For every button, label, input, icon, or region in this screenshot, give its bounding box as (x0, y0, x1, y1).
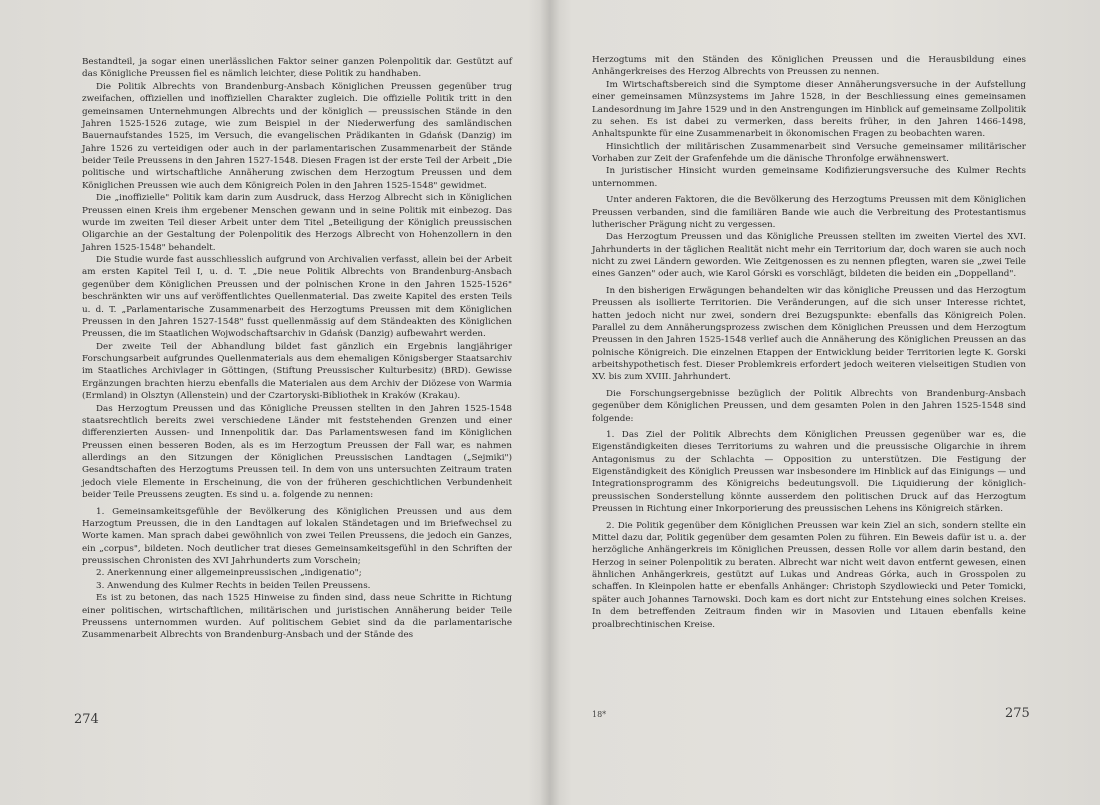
paragraph: 3. Anwendung des Kulmer Rechts in beiden Teilen Preussens. (96, 580, 371, 591)
paragraph: Die „inoffizielle" Politik kam darin zum Ausdruck, dass Herzog Albrecht sich in Königlichen Preussen einen Kreis ihm ergebener Menschen gewann und in seine Politik mit einbezog. Das wurde im zweiten Teil dieser Arbeit unter dem Titel „Beteiligung der Königlich preussischen Oligarchie an der Gestaltung der Polenpolitik des Herzogs Albrecht von Hohenzollern in den Jahren 1525-1548" behandelt. (82, 193, 512, 253)
paragraph: Die Studie wurde fast ausschliesslich aufgrund von Archivalien verfasst, allein bei der Arbeit am ersten Kapitel Teil I, u. d. T. „Die neue Politik Albrechts von Brandenburg-Ansbach gegenüber dem Königlichen Preussen und der polnischen Krone in den Jahren 1525-1526" beschränkten wir uns auf veröffentlichtes Quellenmaterial. Das zweite Kapitel des ersten Teils u. d. T. „Parlamentarische Zusammenarbeit des Herzogtums Preussen mit dem Königlichen Preussen in den Jahren 1527-1548" fusst quellenmässig auf dem Ständeakten des Königlichen Preussen, die im Staatlichen Wojwodschaftsarchiv in Gdańsk (Danzig) aufbewahrt werden. (82, 255, 512, 340)
signature-mark: 18* (592, 710, 607, 719)
paragraph: 1. Gemeinsamkeitsgefühle der Bevölkerung des Königlichen Preussen und aus dem Harzogtum Preussen, die in den Landtagen auf lokalen Ständetagen und im Briefwechsel zu Worte kamen. Man sprach dabei gewöhnlich von zwei Teilen Preussens, die jedoch ein Ganzes, ein „corpus", bildeten. Noch deutlicher trat dieses Gemeinsamkeitsgefühl in den Schriften der preussischen Chronisten des XVI Jahrhunderts zum Vorschein; (82, 506, 512, 566)
paragraph: Das Herzogtum Preussen und das Königliche Preussen stellten im zweiten Viertel des XVI. Jahrhunderts in der täglichen Realität nicht mehr ein Territorium dar, doch waren sie auch noch nicht zu zwei Ländern geworden. Wie Zeitgenossen es zu nennen pflegten, waren sie „zwei Teile eines Ganzen" oder auch, wie Karol Górski es vorschlägt, bildeten die beiden ein „Doppelland". (592, 232, 1026, 280)
page-number-right: 275 (1005, 706, 1030, 721)
paragraph: In juristischer Hinsicht wurden gemeinsame Kodifizierungsversuche des Kulmer Rechts unternommen. (592, 166, 1026, 189)
paragraph: 2. Die Politik gegenüber dem Königlichen Preussen war kein Ziel an sich, sondern stellte ein Mittel dazu dar, Politik gegenüber dem gesamten Polen zu führen. Ein Beweis dafür ist u. a. der herzögliche Anhängerkreis im Königlichen Preussen, dessen Rolle vor allem darin bestand, den Herzog in seiner Polenpolitik zu beraten. Albrecht war nicht weit davon entfernt gewesen, einen ähnlichen Anhängerkreis, gestützt auf Lukas und Andreas Górka, auch in Grosspolen zu schaffen. In Kleinpolen hatte er ebenfalls Anhänger: Christoph Szydlowiecki und Peter Tomicki, später auch Johannes Tarnowski. Doch kam es dort nicht zur Entstehung eines solchen Kreises. In dem betreffenden Zeitraum finden wir in Masovien und Litauen ebenfalls keine proalbrechtinischen Kreise. (592, 520, 1026, 630)
paragraph: Die Politik Albrechts von Brandenburg-Ansbach Königlichen Preussen gegenüber trug zweifachen, offiziellen und inoffiziellen Charakter zugleich. Die offizielle Politik tritt in den gemeinsamen Unternehmungen Albrechts und der königlich — preussischen Stände in den Jahren 1525-1526 zutage, wie zum Beispiel in der Niederwerfung des samländischen Bauernaufstandes 1525, im Versuch, die evangelischen Prädikanten in Gdańsk (Danzig) im Jahre 1526 zu verteidigen oder auch in der parlamentarischen Zusammenarbeit der Stände beider Teile Preussens in den Jahren 1527-1548. Diesen Fragen ist der erste Teil der Arbeit „Die politische und wirtschaftliche Annäherung zwischen dem Herzogtum Preussen und dem Königlichen Preussen wie auch dem Königreich Polen in den Jahren 1525-1548" gewidmet. (82, 81, 512, 191)
paragraph: Im Wirtschaftsbereich sind die Symptome dieser Annäherungsversuche in der Aufstellung einer gemeinsamen Münzsystems im Jahre 1528, in der Beschliessung eines gemeinsamen Landesordnung im Jahre 1529 und in den Anstrengungen im Hinblick auf gemeinsame Zollpolitik zu sehen. Es ist dabei zu vermerken, dass bereits früher, in den Jahren 1466-1498, Anhaltspunkte für eine Zusammenarbeit in ökonomischen Fragen zu beobachten waren. (592, 79, 1026, 140)
right-page (592, 54, 1026, 631)
paragraph: 1. Das Ziel der Politik Albrechts dem Königlichen Preussen gegenüber war es, die Eigenständigkeiten dieses Territoriums zu wahren und die preussische Oligarchie in ihrem Antagonismus zu der Schlachta — Opposition zu unterstützen. Die Festigung der Eigenständigkeit des Königlich Preussen war insbesondere im Hinblick auf das Einigungs — und Integrationsprogramm des Königreichs bedeutungsvoll. Die Liquidierung der königlich-preussischen Sonderstellung könnte ausserdem den politischen Druck auf das Herzogtum Preussen in Richtung einer Inkorporierung des preussischen Lehens ins Königreich stärken. (592, 429, 1026, 515)
paragraph: Der zweite Teil der Abhandlung bildet fast gänzlich ein Ergebnis langjähriger Forschungsarbeit aufgrundes Quellenmaterials aus dem ehemaligen Königsberger Staatsarchiv im Staatliches Archivlager in Göttingen, (Stiftung Preussischer Kulturbesitz) (BRD). Gewisse Ergänzungen brachten hierzu ebenfalls die Materialen aus dem Archiv der Diözese von Warmia (Ermland) in Olsztyn (Allenstein) und der Czartoryski-Bibliothek in Kraków (Krakau). (82, 341, 512, 402)
paragraph: Hinsichtlich der militärischen Zusammenarbeit sind Versuche gemeinsamer militärischer Vorhaben zur Zeit der Grafenfehde um die dänische Thronfolge erwähnenswert. (592, 141, 1026, 164)
book-gutter (540, 0, 560, 805)
paragraph: Herzogtums mit den Ständen des Königlichen Preussen und die Herausbildung eines Anhängerkreises des Herzog Albrechts von Preussen zu nennen. (592, 55, 1026, 78)
paragraph: Unter anderen Faktoren, die die Bevölkerung des Herzogtums Preussen mit dem Königlichen Preussen verbanden, sind die familiären Bande wie auch die Verbreitung des Protestantismus lutherischer Prägung nicht zu vergessen. (592, 195, 1026, 230)
paragraph: 2. Anerkennung einer allgemeinpreussischen „indigenatio"; (96, 568, 362, 579)
paragraph: In den bisherigen Erwägungen behandelten wir das königliche Preussen und das Herzogtum Preussen als isollierte Territorien. Die Veränderungen, auf die sich unser Interesse richtet, hatten jedoch nicht nur zwei, sondern drei Bezugspunkte: ebenfalls das Königreich Polen. Parallel zu dem Annäherungsprozess zwischen dem Königlichen Preussen und dem Herzogtum Preussen in den Jahren 1525-1548 verlief auch die Annäherung des Königlichen Preussen an das polnische Königreich. Die einzelnen Etappen der Entwicklung beider Territorien legte K. Gorski arbeitshypothetisch fest. Dieser Problemkreis erfordert jedoch weiteren vielseitigen Studien von XV. bis zum XVIII. Jahrhundert. (592, 285, 1026, 383)
left-page (82, 56, 512, 642)
page-number-left: 274 (74, 712, 99, 727)
paragraph: Es ist zu betonen, das nach 1525 Hinweise zu finden sind, dass neue Schritte in Richtung einer politischen, wirtschaftlichen, militärischen und juristischen Annäherung beider Teile Preussens unternommen wurden. Auf politischem Gebiet sind da die parlamentarische Zusammenarbeit Albrechts von Brandenburg-Ansbach und der Stände des (82, 593, 512, 641)
paragraph: Bestandteil, ja sogar einen unerlässlichen Faktor seiner ganzen Polenpolitik dar. Gestützt auf das Königliche Preussen fiel es nämlich leichter, diese Politik zu handhaben. (82, 57, 512, 80)
paragraph: Das Herzogtum Preussen und das Königliche Preussen stellten in den Jahren 1525-1548 staatsrechtlich bereits zwei verschiedene Länder mit feststehenden Grenzen und einer differenzierten Aussen- und Innenpolitik dar. Das Parlamentswesen fand im Königlichen Preussen einen besseren Boden, als es im Herzogtum Preussen der Fall war, es nahmen allerdings an den Sitzungen der Königlichen Preussischen Landtagen („Sejmiki") Gesandtschaften des Herzogtums Preussen teil. In dem von uns untersuchten Zeitraum traten jedoch viele Elemente in Erscheinung, die von der früheren geschichtlichen Verbundenheit beider Teile Preussens zeugten. Es sind u. a. folgende zu nennen: (82, 403, 512, 501)
paragraph: Die Forschungsergebnisse bezüglich der Politik Albrechts von Brandenburg-Ansbach gegenüber dem Königlichen Preussen, und dem gesamten Polen in den Jahren 1525-1548 sind folgende: (592, 388, 1026, 424)
